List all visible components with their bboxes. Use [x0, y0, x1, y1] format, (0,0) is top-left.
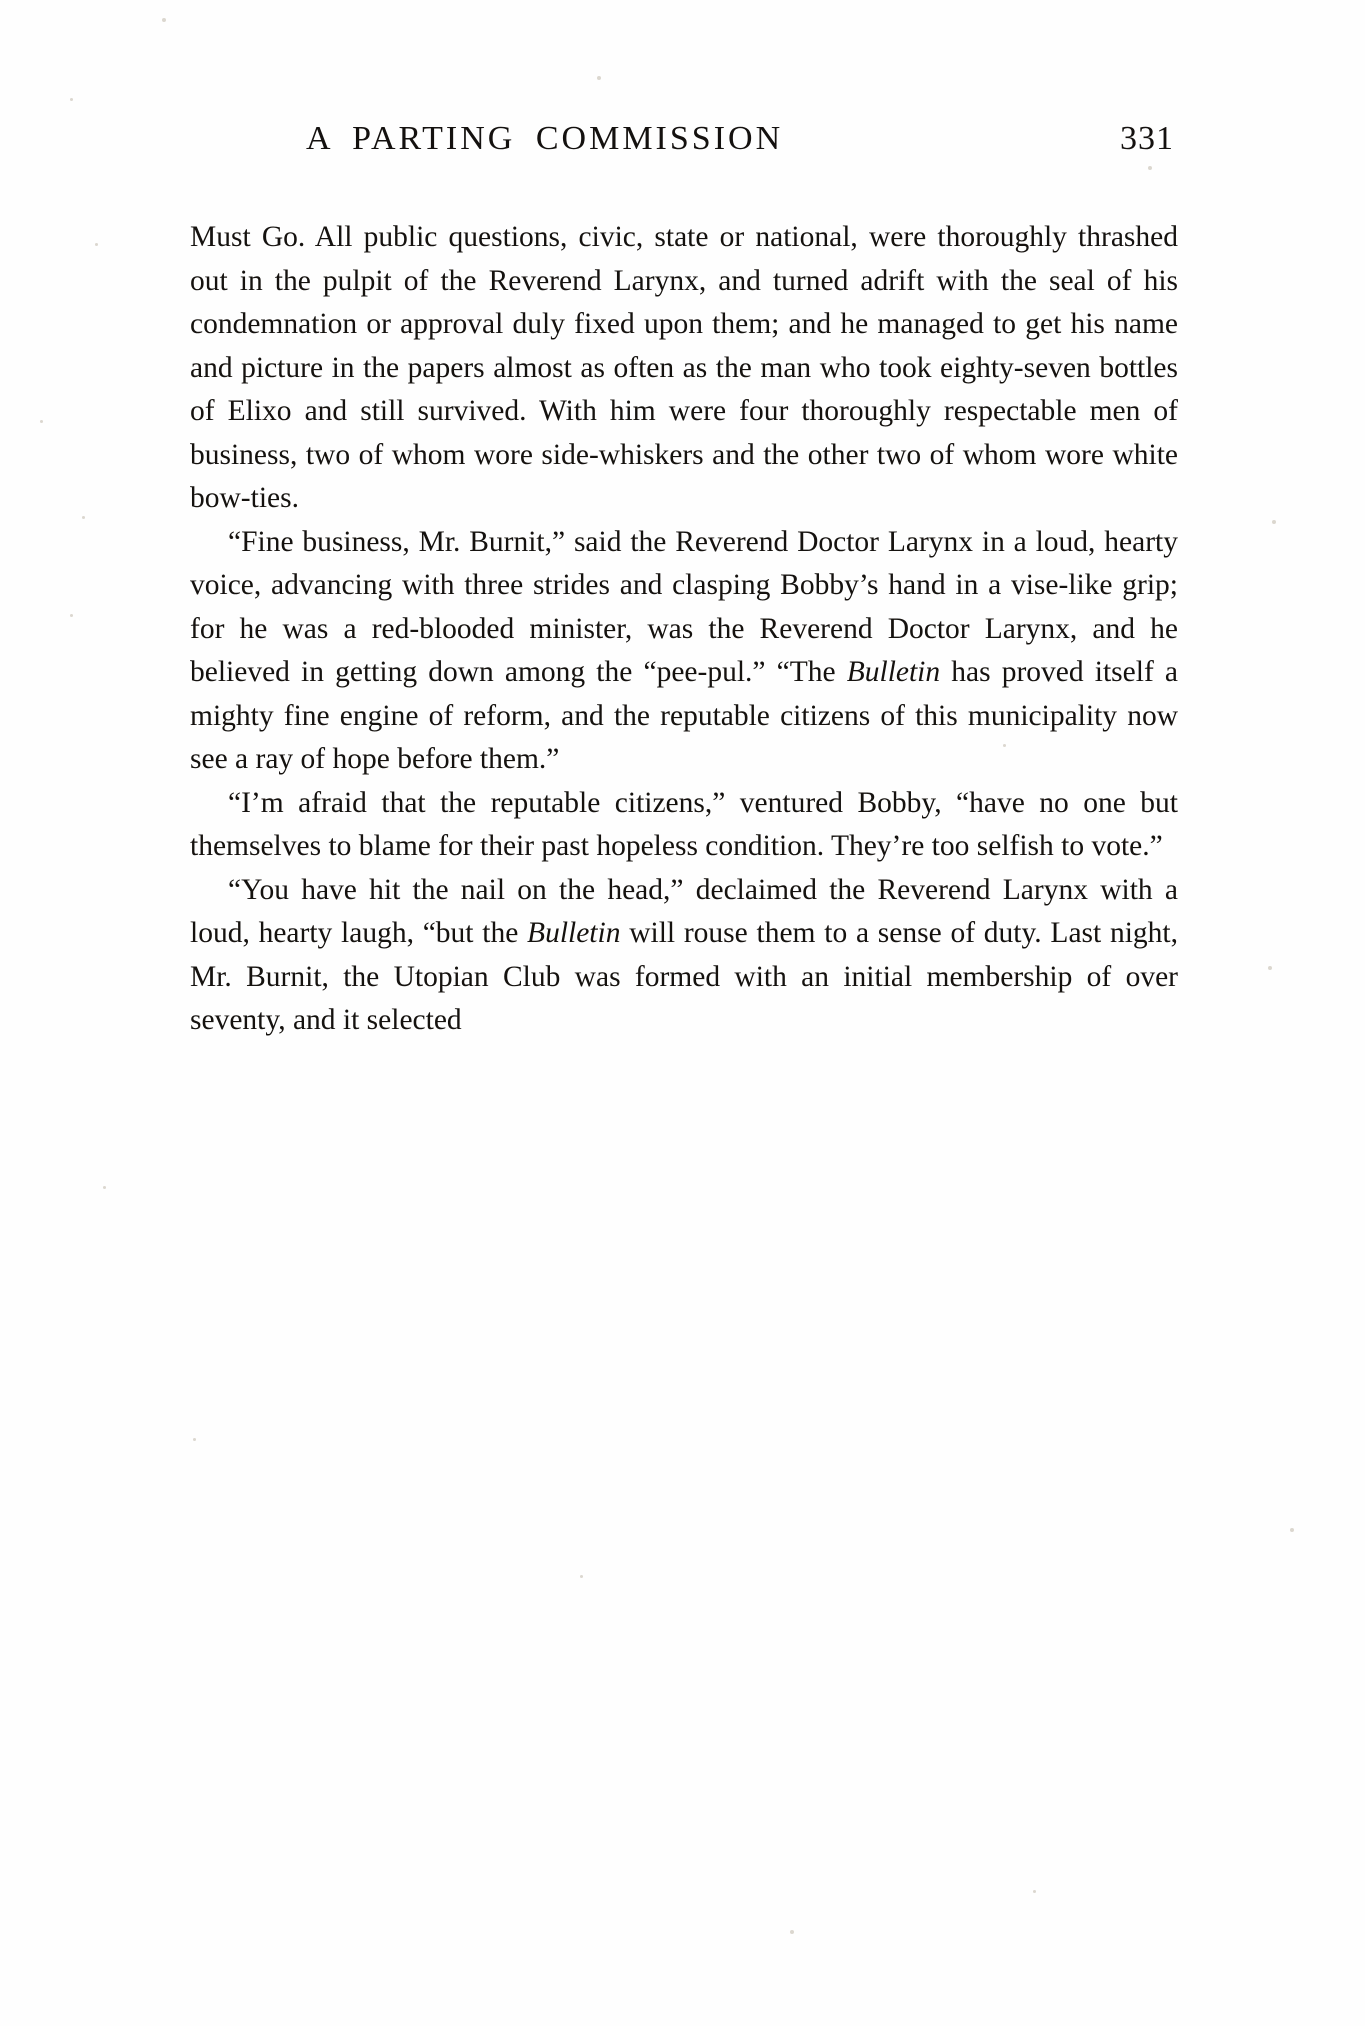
text-run: “Fine business, Mr. Burnit,” said the Reverend Doctor Larynx in a loud, hearty voice, advancing with three strides and clasping Bobby’s hand in a vise-like grip; for he was a red-blooded minister, was the Reverend Doctor Larynx, and he believed in getting down among the “pee-pul.” “The	[190, 525, 1178, 688]
paper-speck	[40, 420, 43, 423]
italic-text: Bulletin	[527, 917, 621, 949]
paper-speck	[1290, 1528, 1294, 1532]
paper-speck	[95, 243, 98, 246]
page-number: 331	[1120, 120, 1174, 157]
paper-speck	[70, 614, 73, 617]
paper-speck	[1268, 966, 1272, 970]
body-text	[180, 216, 1180, 1043]
text-run: will rouse them to a sense of duty. Last night, Mr. Burnit, the Utopian Club was formed with an initial membership of over seventy, and it selected	[190, 917, 1178, 1036]
paper-speck	[1033, 1890, 1036, 1893]
text-run: Must Go. All public questions, civic, state or national, were thoroughly thrashed out in the pulpit of the Reverend Larynx, and turned adrift with the seal of his condemnation or approval duly fixed upon them; and he managed to get his name and picture in the papers almost as often as the man who took eighty-seven bottles of Elixo and still survived. With him were four thoroughly respectable men of business, two of whom wore side-whiskers and the other two of whom wore white bow-ties.	[190, 221, 1178, 514]
paper-speck	[193, 1438, 196, 1441]
paper-speck	[580, 1575, 583, 1578]
paragraph	[190, 782, 1178, 869]
text-run: “I’m afraid that the reputable citizens,” ventured Bobby, “have no one but themselves to blame for their past hopeless condition. They’re too selfish to vote.”	[190, 786, 1178, 862]
text-run: “You have hit the nail on the head,” declaimed the Reverend Larynx with a loud, hearty laugh, “but the	[190, 873, 1178, 949]
paper-speck	[162, 18, 166, 22]
paper-speck	[70, 98, 73, 101]
paragraph	[190, 869, 1178, 1043]
paper-speck	[790, 1930, 794, 1934]
paper-speck	[103, 1186, 106, 1189]
paragraph	[190, 216, 1178, 521]
page-title: A PARTING COMMISSION	[306, 120, 784, 157]
paper-speck	[82, 516, 85, 519]
paper-speck	[597, 76, 601, 80]
paper-speck	[1272, 520, 1276, 524]
running-head	[180, 120, 1180, 158]
italic-text: Bulletin	[846, 656, 941, 688]
text-run: has proved itself a mighty fine engine of reform, and the reputable citizens of this municipality now see a ray of hope before them.”	[190, 656, 1178, 775]
paragraph	[190, 521, 1178, 782]
